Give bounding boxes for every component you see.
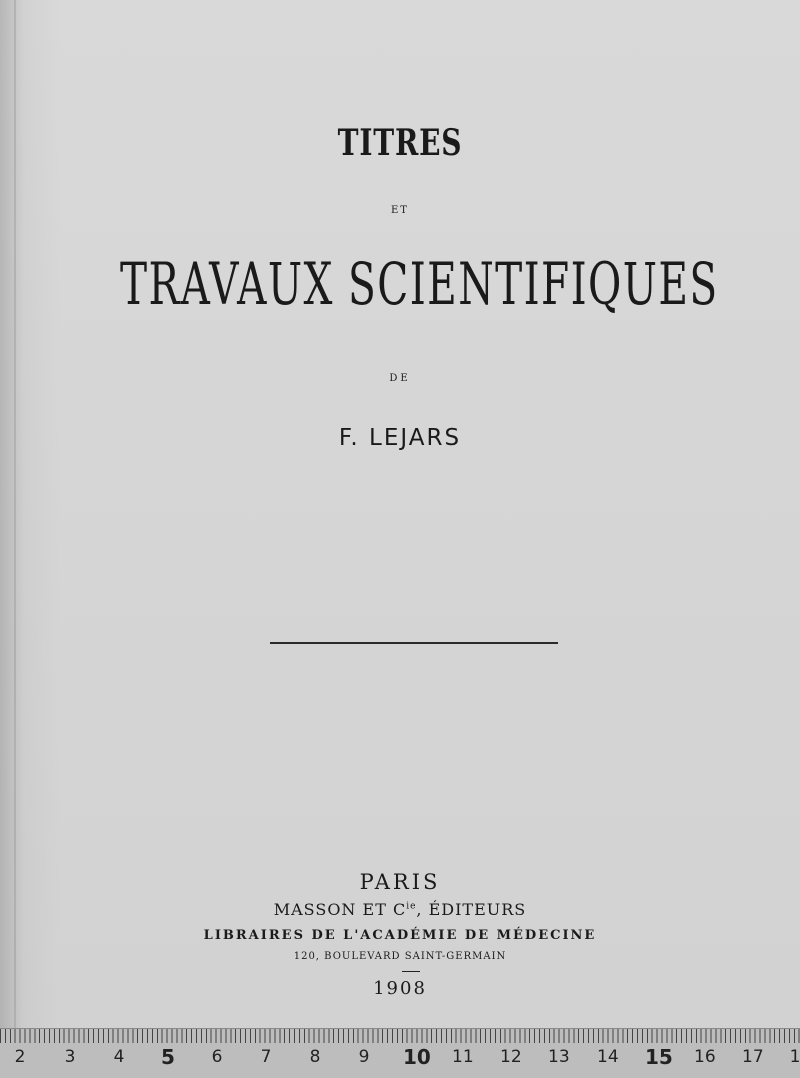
ruler-number: 14: [597, 1047, 619, 1067]
year-rule: [402, 971, 420, 972]
publication-year: 1908: [373, 978, 427, 999]
publisher-sup: ie: [406, 901, 417, 912]
heading-titres: TITRES: [337, 122, 463, 164]
ruler-number: 15: [645, 1045, 673, 1069]
ruler-number: 13: [548, 1047, 570, 1067]
ruler-number: 10: [403, 1045, 431, 1069]
ruler-number: 5: [161, 1045, 175, 1069]
author-name: F. LEJARS: [338, 425, 462, 451]
publisher-address: 120, BOULEVARD SAINT-GERMAIN: [293, 951, 507, 962]
ruler-number: 11: [452, 1047, 474, 1067]
preposition-de: DE: [389, 373, 411, 384]
ruler-numbers: [0, 1045, 800, 1075]
publisher-name: [0, 900, 800, 919]
ruler-number: 6: [211, 1047, 223, 1067]
ruler-number: 16: [694, 1047, 716, 1067]
ruler-number: 1: [789, 1047, 800, 1067]
ruler-number: 7: [260, 1047, 272, 1067]
publisher-suffix: , ÉDITEURS: [416, 900, 527, 919]
ruler-number: 9: [358, 1047, 370, 1067]
ruler-number: 17: [742, 1047, 764, 1067]
ruler-number: 4: [113, 1047, 125, 1067]
publisher-library: LIBRAIRES DE L'ACADÉMIE DE MÉDECINE: [203, 928, 597, 943]
conjunction-et: ET: [391, 205, 409, 216]
publisher-city: PARIS: [359, 870, 441, 894]
ruler-number: 2: [14, 1047, 26, 1067]
ruler-number: 12: [500, 1047, 522, 1067]
ruler-number: 3: [64, 1047, 76, 1067]
measuring-ruler: [0, 1028, 800, 1078]
ruler-ticks: [0, 1029, 800, 1043]
ruler-number: 8: [309, 1047, 321, 1067]
divider-rule: [270, 642, 558, 644]
publisher-prefix: MASSON ET C: [273, 900, 407, 919]
heading-travaux-scientifiques: TRAVAUX SCIENTIFIQUES: [120, 250, 719, 318]
